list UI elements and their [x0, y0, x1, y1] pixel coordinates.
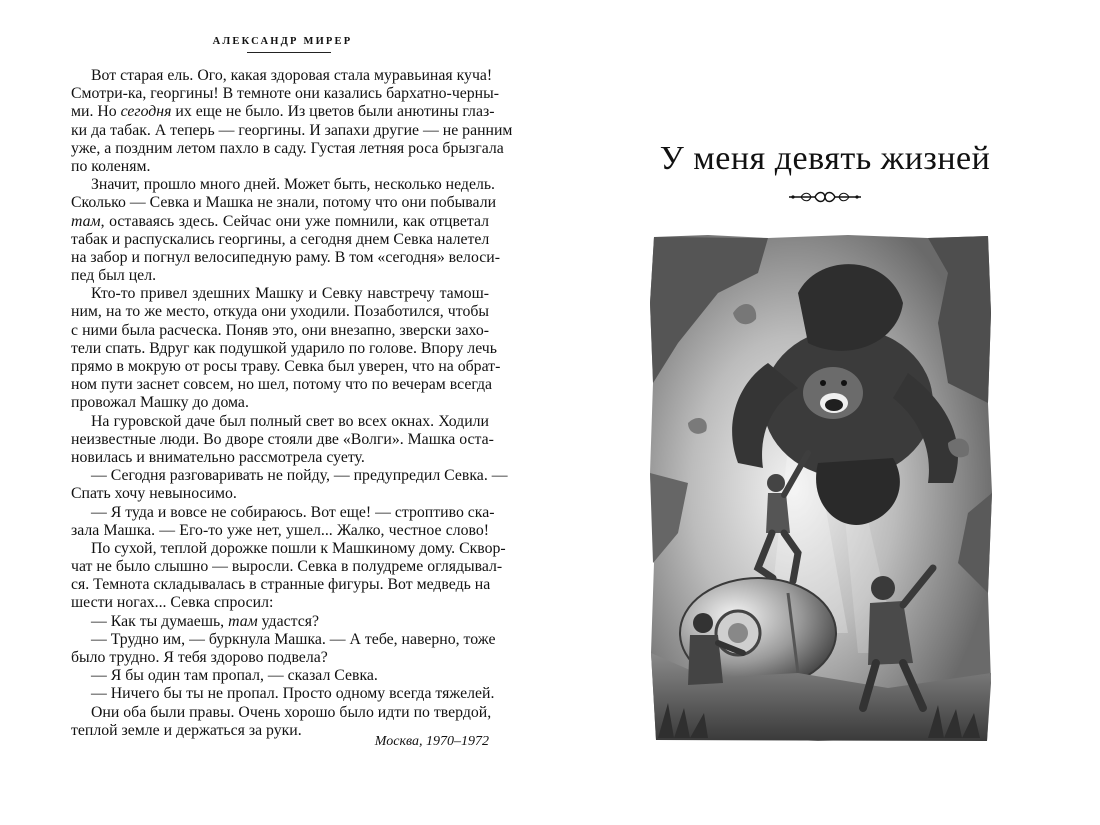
- gorilla-illustration: [648, 233, 993, 743]
- text-line: прямо в мокрую от росы траву. Севка был уверен, что на обрат-: [71, 358, 501, 375]
- running-head-rule: [247, 52, 331, 53]
- text-line: было трудно. Я тебя здорово подвела?: [71, 649, 328, 666]
- text-line: — Я бы один там пропал, — сказал Севка.: [91, 667, 378, 685]
- text-line: ми. Но сегодня их еще не было. Из цветов были анютины глаз-: [71, 103, 495, 121]
- text-line: чат не было слышно — выросли. Севка в полудреме оглядывал-: [71, 558, 503, 576]
- text-line: — Сегодня разговаривать не пойду, — предупредил Севка. —: [91, 467, 508, 485]
- text-line: по коленям.: [71, 157, 151, 175]
- text-line: пед был цел.: [71, 267, 157, 285]
- text-line: На гуровской даче был полный свет во всех окнах. Ходили: [91, 412, 489, 430]
- text-line: Они оба были правы. Очень хорошо было идти по твердой,: [91, 703, 492, 721]
- text-line: По сухой, теплой дорожке пошли к Машкиному дому. Сквор-: [91, 539, 506, 557]
- text-line: Кто-то привел здешних Машку и Севку навстречу тамош-: [91, 285, 489, 303]
- text-line: — Ничего бы ты не пропал. Просто одному всегда тяжелей.: [91, 685, 495, 703]
- text-line: на забор и погнул велосипедную раму. В том «сегодня» велоси-: [71, 248, 500, 266]
- italic-word: там: [71, 212, 101, 230]
- chapter-title: У меня девять жизней: [659, 140, 991, 177]
- text-line: ном пути заснет совсем, но шел, потому что по вечерам всегда: [71, 376, 493, 394]
- text-line: с ними была расческа. Поняв это, они внезапно, зверски захо-: [71, 321, 489, 339]
- text-line: новилась и внимательно рассмотрела суету.: [71, 448, 365, 466]
- italic-word: там: [228, 612, 258, 630]
- text-line: зала Машка. — Его-то уже нет, ушел... Жалко, честное слово!: [71, 521, 489, 539]
- story-text: [71, 67, 513, 740]
- text-line: Значит, прошло много дней. Может быть, несколько недель.: [91, 176, 496, 194]
- text-line: провожал Машку до дома.: [71, 394, 249, 412]
- text-line: — Трудно им, — буркнула Машка. — А тебе, наверно, тоже: [91, 630, 496, 648]
- text-line: — Я туда и вовсе не собираюсь. Вот еще! — строптиво ска-: [91, 503, 495, 521]
- text-line: Смотри-ка, георгины! В темноте они казались бархатно-черны-: [71, 85, 500, 103]
- ornament-flourish-icon: [787, 188, 863, 206]
- text-line: там, оставаясь здесь. Сейчас они уже помнили, как отцветал: [71, 212, 489, 230]
- text-line: Спать хочу невыносимо.: [71, 485, 237, 503]
- text-line: неизвестные люди. Во дворе стояли две «Волги». Машка оста-: [71, 430, 494, 448]
- text-line: теплой земле и держаться за руки.: [71, 721, 302, 739]
- text-line: тели спать. Вдруг как подушкой ударило по голове. Впору лечь: [71, 339, 497, 357]
- text-line: уже, а поздним летом пахло в саду. Густая летняя роса брызгала: [71, 139, 504, 157]
- text-line: ки да табак. А теперь — георгины. И запахи другие — не ранним: [71, 121, 513, 139]
- text-line: Сколько — Севка и Машка не знали, потому что они побывали: [71, 194, 497, 212]
- text-line: — Как ты думаешь, там удастся?: [91, 612, 319, 630]
- text-line: Вот старая ель. Ого, какая здоровая стала муравьиная куча!: [91, 67, 493, 84]
- text-line: ся. Темнота складывалась в странные фигуры. Вот медведь на: [71, 576, 491, 594]
- italic-word: сегодня: [120, 103, 172, 121]
- text-line: ним, на то же место, откуда они уходили. Позаботился, чтобы: [71, 303, 489, 321]
- text-line: шести ногах... Севка спросил:: [71, 594, 274, 612]
- right-page: [550, 0, 1100, 825]
- signature-place-date: Москва, 1970–1972: [374, 734, 489, 749]
- text-line: табак и распускались георгины, а сегодня днем Севка налетел: [71, 230, 490, 248]
- running-head: АЛЕКСАНДР МИРЕР: [212, 36, 353, 47]
